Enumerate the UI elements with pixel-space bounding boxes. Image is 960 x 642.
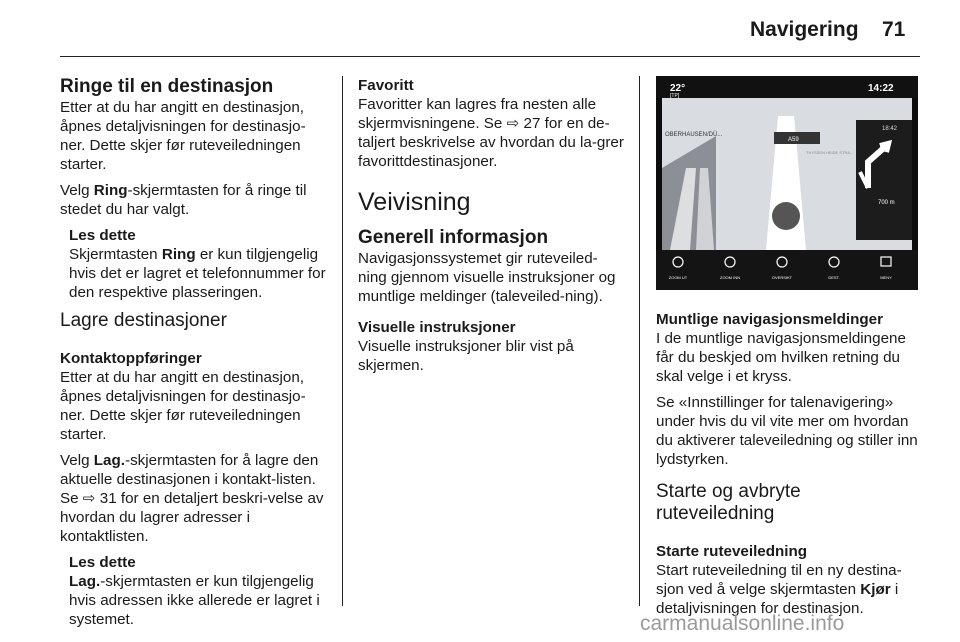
column-left	[60, 76, 328, 636]
heading-veivisning: Veivisning	[358, 188, 471, 216]
clock: 14:22	[868, 83, 894, 94]
column-divider	[639, 76, 640, 606]
heading-ring: Ringe til en destinasjon	[60, 76, 274, 97]
car-position-icon	[772, 202, 800, 230]
menu-button: MENY	[880, 275, 892, 280]
heading-muntlige: Muntlige navigasjonsmeldinger	[656, 311, 884, 328]
paragraph: Etter at du har angitt en destinasjon, åpnes detaljvisningen for destinasjo-ner. Dette skjer før ruteveiledningen starter.	[60, 369, 306, 443]
page-ref-arrow-icon: ⇨	[82, 490, 96, 507]
paragraph: Navigasjonssystemet gir ruteveiled-ning gjennom visuelle instruksjoner og muntlige meldinger (taleveiled-ning).	[358, 250, 616, 305]
heading-lagre: Lagre destinasjoner	[60, 310, 227, 331]
note-box	[69, 226, 328, 302]
paragraph: Visuelle instruksjoner blir vist på skjermen.	[358, 338, 574, 374]
header-divider	[60, 56, 920, 57]
paragraph: Start ruteveiledning til en ny destina-sjon ved å velge skjermtasten Kjør i detaljvisningen for destinasjon.	[656, 562, 902, 617]
destination-button: DEST.	[828, 275, 840, 280]
page-ref-arrow-icon: ⇨	[506, 115, 520, 132]
paragraph: Velg Ring-skjermtasten for å ringe til stedet du har valgt.	[60, 182, 307, 218]
note-title: Les dette	[69, 227, 136, 244]
heading-kontakt: Kontaktoppføringer	[60, 350, 202, 367]
clock-small: 18:42	[882, 126, 898, 132]
column-right	[656, 76, 924, 625]
note-text: Lag.-skjermtasten er kun tilgjengelig hvis adressen ikke allerede er lagret i systemet.	[69, 573, 320, 628]
nav-screen-illustration	[656, 76, 918, 290]
note-title: Les dette	[69, 554, 136, 571]
road-label: A59	[788, 137, 799, 143]
tp-indicator: [TP]	[670, 93, 680, 99]
heading-starte-avbryte: Starte og avbryte ruteveiledning	[656, 481, 801, 524]
screen-key-ring: Ring	[93, 182, 128, 199]
temperature: 22°	[670, 83, 686, 94]
heading-visuelle: Visuelle instruksjoner	[358, 319, 516, 336]
page-number: 71	[882, 18, 906, 41]
page-ref: 27	[523, 115, 541, 132]
button-bar	[656, 250, 918, 290]
column-middle	[358, 76, 626, 382]
paragraph: Se «Innstillinger for talenavigering» under hvis du vil vite mer om hvordan du aktiverer taleveiledning og stiller inn lydstyrken.	[656, 394, 918, 468]
overview-button: OVERSIKT	[771, 275, 793, 280]
screen-key-kjor: Kjør	[860, 581, 891, 598]
paragraph: Etter at du har angitt en destinasjon, åpnes detaljvisningen for destinasjo-ner. Dette skjer før ruteveiledningen starter.	[60, 99, 306, 173]
street-label: THYSSEN HEIDE STRA...	[806, 150, 854, 155]
note-box	[69, 553, 328, 629]
heading-favoritt: Favoritt	[358, 77, 414, 94]
zoom-in-button: ZOOM INN	[720, 275, 740, 280]
zoom-out-button: ZOOM UT	[668, 275, 688, 280]
place-label: OBERHAUSEN/DÜ...	[665, 132, 723, 138]
paragraph: Favoritter kan lagres fra nesten alle skjermvisningene. Se ⇨ 27 for en de-taljert beskrivelse av hvordan du la-grer favorittdestinasjoner.	[358, 96, 624, 170]
distance-label: 700 m	[878, 200, 895, 206]
column-divider	[342, 76, 343, 606]
page-ref: 31	[99, 490, 117, 507]
watermark: carmanualsonline.info	[640, 612, 845, 635]
page-header-title: Navigering	[750, 18, 859, 41]
screen-key-lag: Lag.	[93, 452, 126, 469]
paragraph: Velg Lag.-skjermtasten for å lagre den aktuelle destinasjonen i kontakt-listen. Se ⇨ 31 for en detaljert beskri-velse av hvordan du lagrer adresser i kontaktlisten.	[60, 452, 324, 545]
paragraph: I de muntlige navigasjonsmeldingene får du beskjed om hvilken retning du skal velge i et kryss.	[656, 330, 906, 385]
navigation-screenshot	[656, 76, 918, 290]
heading-starte-rute: Starte ruteveiledning	[656, 543, 808, 560]
note-text: Skjermtasten Ring er kun tilgjengelig hvis det er lagret et telefonnummer for den respektive plasseringen.	[69, 246, 326, 301]
heading-generell: Generell informasjon	[358, 227, 549, 248]
